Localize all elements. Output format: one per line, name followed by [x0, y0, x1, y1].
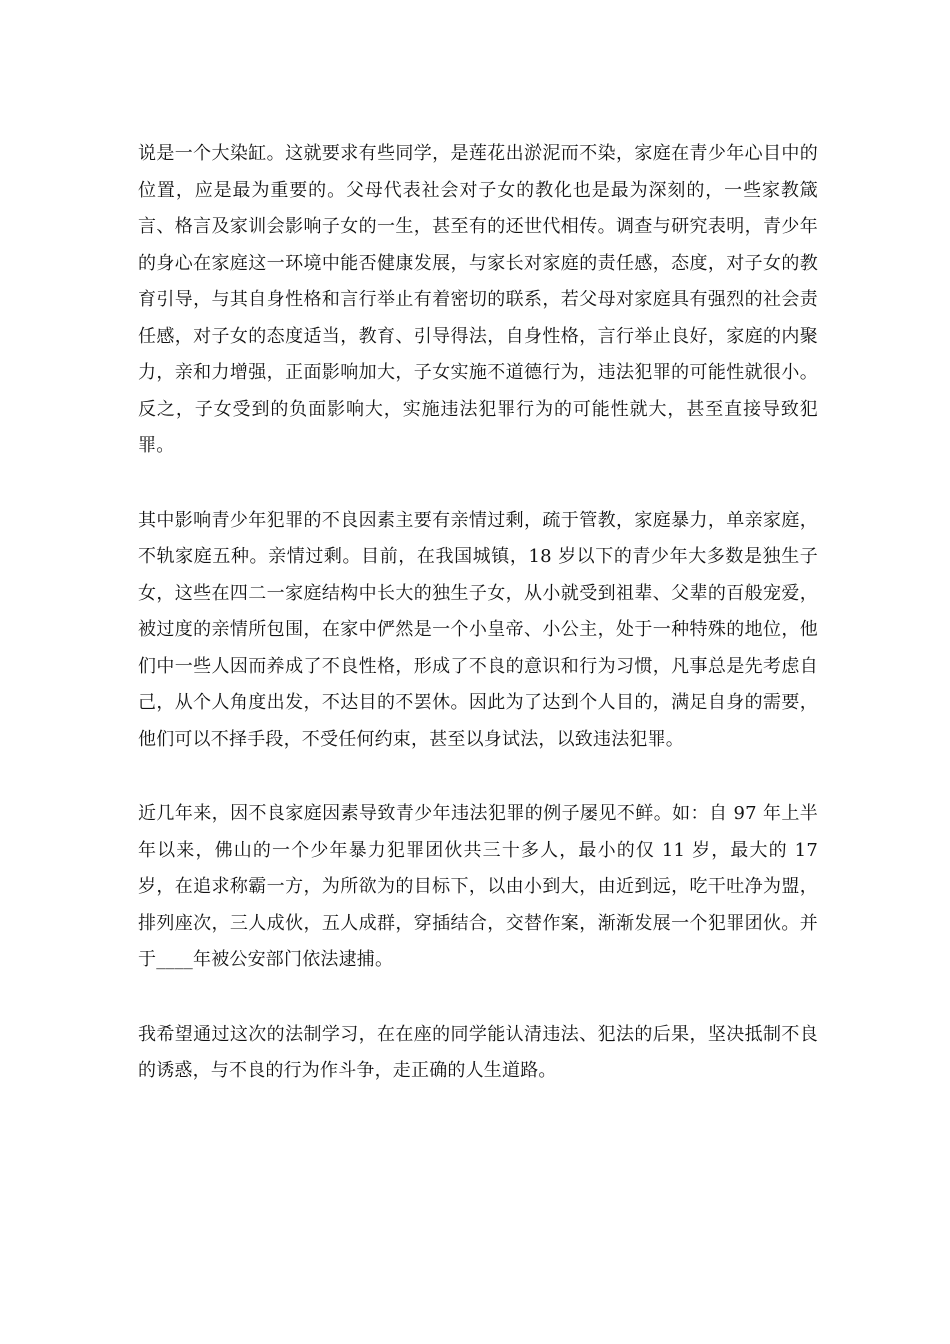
paragraph-4: 我希望通过这次的法制学习，在在座的同学能认清违法、犯法的后果，坚决抵制不良的诱惑，与不良的行为作斗争，走正确的人生道路。 [138, 1023, 818, 1081]
paragraph-2: 其中影响青少年犯罪的不良因素主要有亲情过剩，疏于管教，家庭暴力，单亲家庭，不轨家庭五种。亲情过剩。目前，在我国城镇，18 岁以下的青少年大多数是独生子女，这些在四二一家庭结构中长大的独生子女，从小就受到祖辈、父辈的百般宠爱，被过度的亲情所包围，在家中俨然是一个小皇帝、小公主，处于一种特殊的地位，他们中一些人因而养成了不良性格，形成了不良的意识和行为习惯，凡事总是先考虑自己，从个人角度出发，不达目的不罢休。因此为了达到个人目的，满足自身的需要，他们可以不择手段，不受任何约束，甚至以身试法，以致违法犯罪。 [138, 509, 818, 750]
paragraph-1: 说是一个大染缸。这就要求有些同学，是莲花出淤泥而不染，家庭在青少年心目中的位置，应是最为重要的。父母代表社会对子女的教化也是最为深刻的，一些家教箴言、格言及家训会影响子女的一生，甚至有的还世代相传。调查与研究表明，青少年的身心在家庭这一环境中能否健康发展，与家长对家庭的责任感，态度，对子女的教育引导，与其自身性格和言行举止有着密切的联系，若父母对家庭具有强烈的社会责任感，对子女的态度适当，教育、引导得法，自身性格，言行举止良好，家庭的内聚力，亲和力增强，正面影响加大，子女实施不道德行为，违法犯罪的可能性就很小。反之，子女受到的负面影响大，实施违法犯罪行为的可能性就大，甚至直接导致犯罪。 [138, 143, 818, 456]
paragraph-3: 近几年来，因不良家庭因素导致青少年违法犯罪的例子屡见不鲜。如：自 97 年上半年以来，佛山的一个少年暴力犯罪团伙共三十多人，最小的仅 11 岁，最大的 17 岁，在追求称霸一方，为所欲为的目标下，以由小到大，由近到远，吃干吐净为盟，排列座次，三人成伙，五人成群，穿插结合，交替作案，渐渐发展一个犯罪团伙。并于____年被公安部门依法逮捕。 [138, 803, 818, 970]
document-body [138, 136, 818, 1090]
